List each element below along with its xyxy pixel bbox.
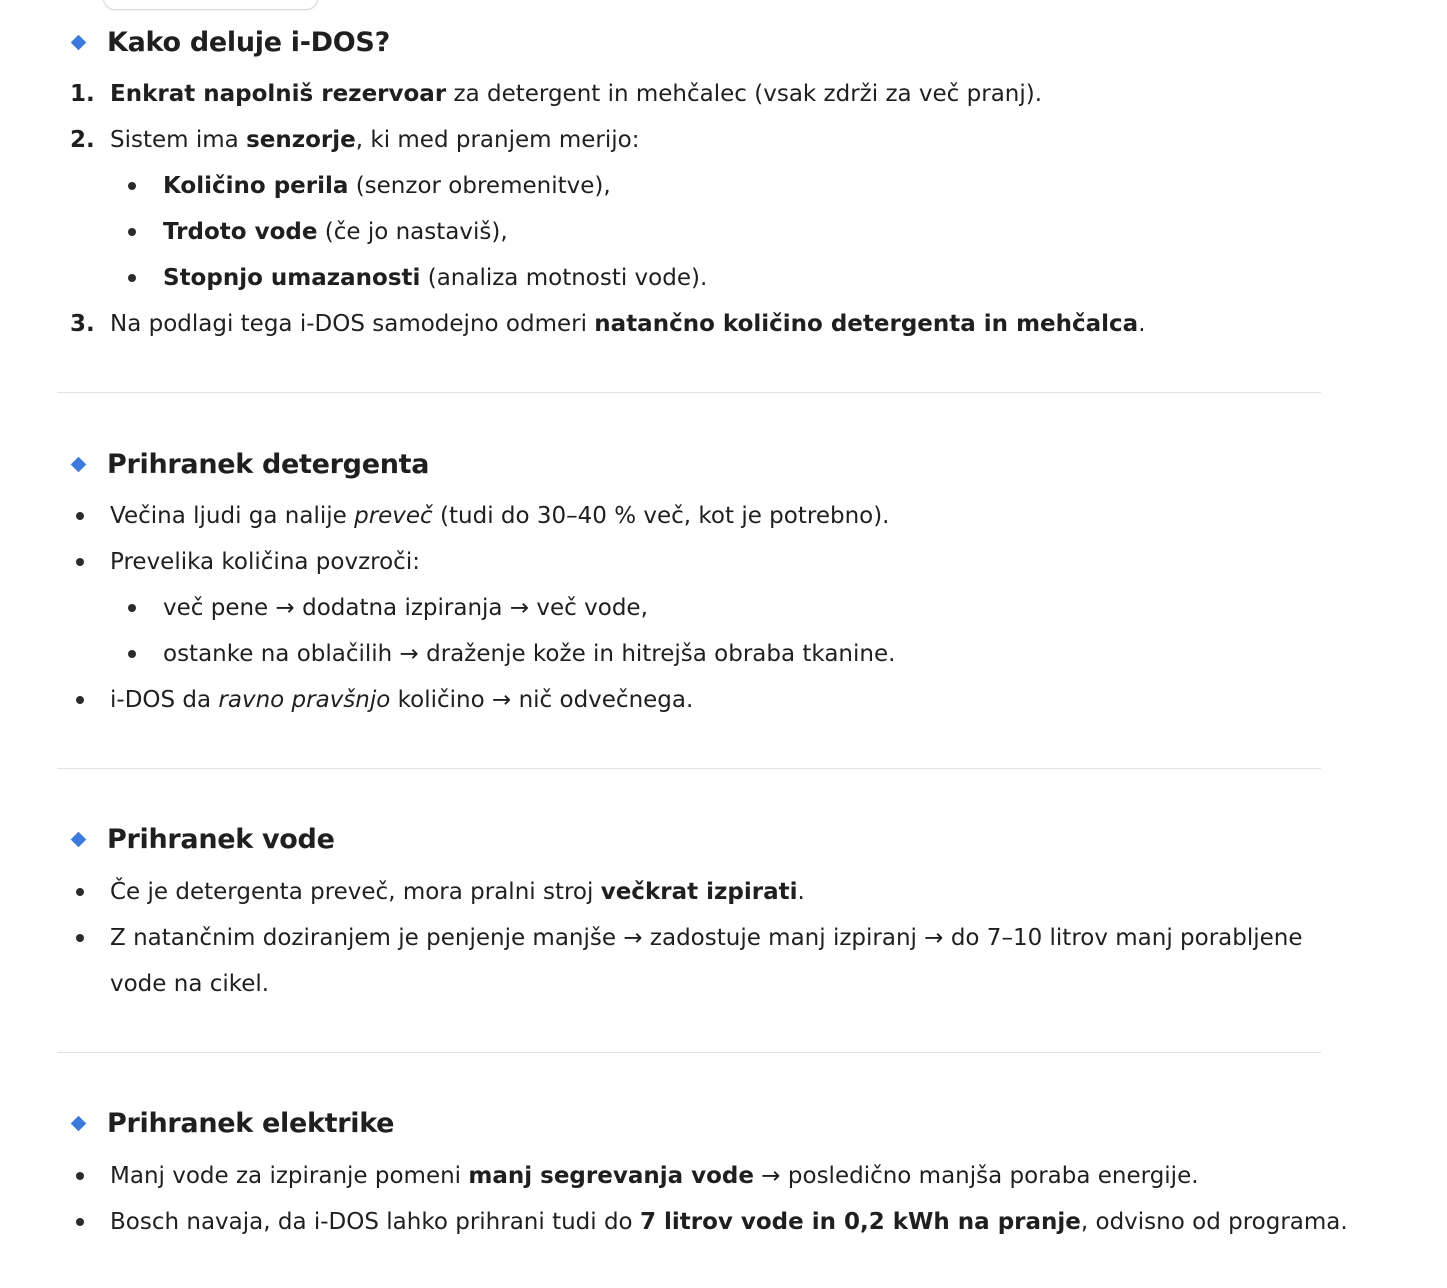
section-heading-electricity-savings: Prihranek elektrike xyxy=(70,1103,394,1143)
top-tab-edge xyxy=(103,0,318,10)
bullet-icon xyxy=(128,228,136,236)
list-item: i-DOS da ravno pravšnjo količino → nič odvečnega. xyxy=(110,687,694,713)
section-heading-water-savings: Prihranek vode xyxy=(70,819,335,859)
list-item: Če je detergenta preveč, mora pralni stroj večkrat izpirati. xyxy=(110,879,805,905)
list-item-continuation: vode na cikel. xyxy=(110,971,270,997)
diamond-icon xyxy=(71,1115,87,1131)
sub-list-item: Količino perila (senzor obremenitve), xyxy=(163,173,611,199)
section-divider xyxy=(57,392,1321,393)
diamond-icon xyxy=(71,831,87,847)
sub-list-item: ostanke na oblačilih → draženje kože in hitrejša obraba tkanine. xyxy=(163,641,896,667)
bullet-icon xyxy=(76,1218,84,1226)
section-heading-how-it-works: Kako deluje i-DOS? xyxy=(70,22,390,62)
bullet-icon xyxy=(76,934,84,942)
list-number: 1. xyxy=(70,81,95,107)
list-item: Bosch navaja, da i-DOS lahko prihrani tudi do 7 litrov vode in 0,2 kWh na pranje, odvisno od programa. xyxy=(110,1209,1348,1235)
bullet-icon xyxy=(128,650,136,658)
section-divider xyxy=(57,1052,1321,1053)
list-item: Prevelika količina povzroči: xyxy=(110,549,420,575)
list-item: Večina ljudi ga nalije preveč (tudi do 30–40 % več, kot je potrebno). xyxy=(110,503,890,529)
list-item: Sistem ima senzorje, ki med pranjem merijo: xyxy=(110,127,640,153)
list-number: 3. xyxy=(70,311,95,337)
list-item: Enkrat napolniš rezervoar za detergent in mehčalec (vsak zdrži za več pranj). xyxy=(110,81,1043,107)
list-item: Manj vode za izpiranje pomeni manj segrevanja vode → posledično manjša poraba energije. xyxy=(110,1163,1199,1189)
bullet-icon xyxy=(76,1172,84,1180)
diamond-icon xyxy=(71,34,87,50)
list-item: Z natančnim doziranjem je penjenje manjše → zadostuje manj izpiranj → do 7–10 litrov manj porabljene xyxy=(110,925,1303,951)
bullet-icon xyxy=(128,604,136,612)
sub-list-item: Stopnjo umazanosti (analiza motnosti vode). xyxy=(163,265,708,291)
bullet-icon xyxy=(76,558,84,566)
section-heading-detergent-savings: Prihranek detergenta xyxy=(70,444,429,484)
sub-list-item: Trdoto vode (če jo nastaviš), xyxy=(163,219,508,245)
sub-list-item: več pene → dodatna izpiranja → več vode, xyxy=(163,595,648,621)
bullet-icon xyxy=(76,512,84,520)
diamond-icon xyxy=(71,456,87,472)
list-item: Na podlagi tega i-DOS samodejno odmeri natančno količino detergenta in mehčalca. xyxy=(110,311,1146,337)
list-number: 2. xyxy=(70,127,95,153)
bullet-icon xyxy=(76,696,84,704)
bullet-icon xyxy=(76,888,84,896)
section-divider xyxy=(57,768,1321,769)
bullet-icon xyxy=(128,274,136,282)
bullet-icon xyxy=(128,182,136,190)
